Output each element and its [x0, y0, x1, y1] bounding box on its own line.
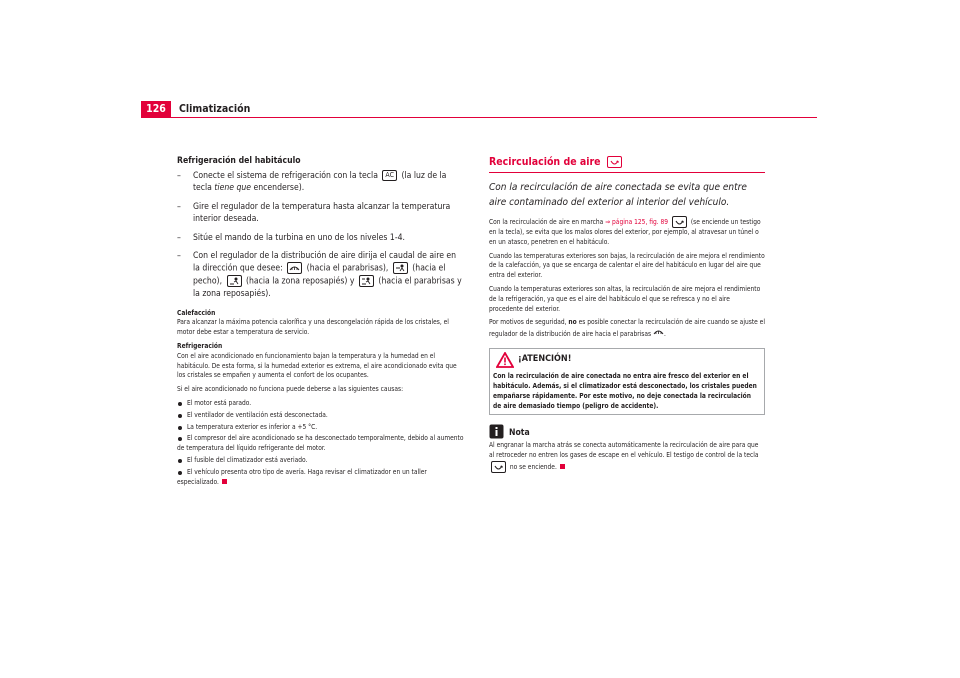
- footwell-icon: [227, 275, 242, 287]
- note-text: [489, 441, 765, 473]
- step-distribution: [177, 250, 465, 301]
- warning-text: Con la recirculación de aire conectada no entra aire fresco del exterior en el habitáculo. Además, si el climatizador está desconectado, los cristales pueden empañarse rápidamente. Por este motivo, no deje conectada la recirculación de aire demasiado tiempo (peligro de accidente).: [490, 371, 764, 414]
- step-temperature: – Gire el regulador de la temperatura hasta alcanzar la temperatura interior deseada.: [177, 201, 465, 226]
- paragraph-text: es posible conectar la recirculación de aire cuando se ajuste el regulador de la distribución de aire hacia el parabrisas: [489, 318, 765, 339]
- step-text: (hacia el parabrisas),: [306, 263, 389, 274]
- step-text: (hacia el parabrisas y la zona reposapiés).: [193, 276, 462, 300]
- note-header: [489, 423, 765, 441]
- list-item: La temperatura exterior es inferior a +5 °C.: [177, 423, 465, 433]
- list-item: El fusible del climatizador está averiado.: [177, 456, 465, 466]
- windshield-icon: [653, 328, 664, 340]
- right-column: [489, 155, 765, 477]
- paragraph: [489, 318, 765, 340]
- section-lead: Con la recirculación de aire conectada se evita que entre aire contaminado del exterior al interior del vehículo.: [489, 182, 747, 208]
- end-marker: [222, 479, 227, 484]
- chest-icon: [393, 262, 408, 274]
- page-header: [141, 101, 817, 118]
- warning-box: [489, 348, 765, 415]
- step-ac: [177, 170, 465, 195]
- list-item: El motor está parado.: [177, 399, 465, 409]
- heating-title: Calefacción: [177, 308, 216, 317]
- paragraph-text: Por motivos de seguridad,: [489, 318, 567, 327]
- paragraph-text: Con la recirculación de aire en marcha: [489, 218, 604, 226]
- step-text: (la luz de la tecla: [193, 171, 447, 194]
- causes-intro: Si el aire acondicionado no funciona puede deberse a las siguientes causas:: [177, 385, 404, 394]
- section-title: Recirculación de aire: [489, 156, 601, 168]
- ac-key-icon: AC: [382, 170, 397, 181]
- end-marker: [560, 464, 565, 469]
- step-text: Conecte el sistema de refrigeración con la tecla: [193, 171, 378, 181]
- section-divider: [489, 172, 765, 173]
- list-item: [177, 468, 465, 488]
- windshield-icon: [287, 262, 302, 274]
- step-text: (hacia la zona reposapiés) y: [245, 276, 355, 287]
- list-item: El compresor del aire acondicionado se ha desconectado temporalmente, debido al aumento de temperatura del líquido refrigerante del motor.: [177, 434, 464, 453]
- note-text-part: no se enciende.: [509, 462, 557, 471]
- step-text: (hacia el pecho),: [193, 263, 446, 287]
- heating-text: Para alcanzar la máxima potencia calorífica y una descongelación rápida de los cristales, el motor debe estar a temperatura de servicio.: [177, 318, 449, 337]
- windshield-footwell-icon: [359, 275, 374, 287]
- paragraph-text: .: [664, 330, 666, 339]
- step-text: Con el regulador de la distribución de aire dirija el caudal de aire en la dirección que desee:: [193, 251, 457, 274]
- list-item: El ventilador de ventilación está desconectada.: [177, 411, 465, 421]
- step-italic: tiene que: [214, 183, 252, 194]
- paragraph-bold: no: [568, 318, 577, 327]
- step-fan: – Sitúe el mando de la turbina en uno de los niveles 1-4.: [177, 232, 465, 244]
- list-item-text: El vehículo presenta otro tipo de avería. Haga revisar el climatizador en un taller especializado.: [177, 467, 427, 486]
- page-link[interactable]: ⇒ página 125, fig. 89: [605, 218, 669, 226]
- note-text-part: Al engranar la marcha atrás se conecta automáticamente la recirculación de aire para que al retroceder no entren los gases de escape en el vehículo. El testigo de control de la tecla: [489, 440, 759, 459]
- left-column: [177, 155, 465, 489]
- paragraph: [489, 216, 765, 248]
- refrigeration-title: Refrigeración del habitáculo: [177, 156, 301, 166]
- cooling-title: Refrigeración: [177, 342, 223, 351]
- note-icon: [489, 424, 504, 443]
- step-text: encenderse).: [253, 183, 305, 194]
- warning-title: ¡ATENCIÓN!: [518, 353, 572, 364]
- paragraph-text: (se enciende un testigo en la tecla), se evita que los malos olores del exterior, por ejemplo, al atravesar un túnel o en un atasco, penetren en el habitáculo.: [489, 218, 761, 246]
- warning-triangle-icon: [496, 352, 514, 372]
- recirculation-icon: [491, 461, 506, 473]
- page-header-title: Climatización: [179, 103, 251, 115]
- note-title: Nota: [509, 427, 530, 438]
- recirculation-icon: [672, 216, 687, 228]
- page-number: 126: [141, 101, 171, 118]
- paragraph: Cuando las temperaturas exteriores son bajas, la recirculación de aire mejora el rendimiento de la calefacción, ya que se encarga de calentar el aire del habitáculo en lugar del aire que entra del exterior.: [489, 251, 765, 280]
- recirculation-icon: [607, 156, 622, 168]
- header-divider: [171, 117, 817, 118]
- paragraph: Cuando la temperaturas exteriores son altas, la recirculación de aire mejora el rendimiento de la refrigeración, ya que es el aire del habitáculo el que se refresca y no el aire procedente del exterior.: [489, 284, 761, 313]
- cooling-text: Con el aire acondicionado en funcionamiento bajan la temperatura y la humedad en el habitáculo. De esta forma, si la humedad exterior es extrema, el aire acondicionado evita que los cristales se empañen y aumenta el confort de los ocupantes.: [177, 351, 457, 380]
